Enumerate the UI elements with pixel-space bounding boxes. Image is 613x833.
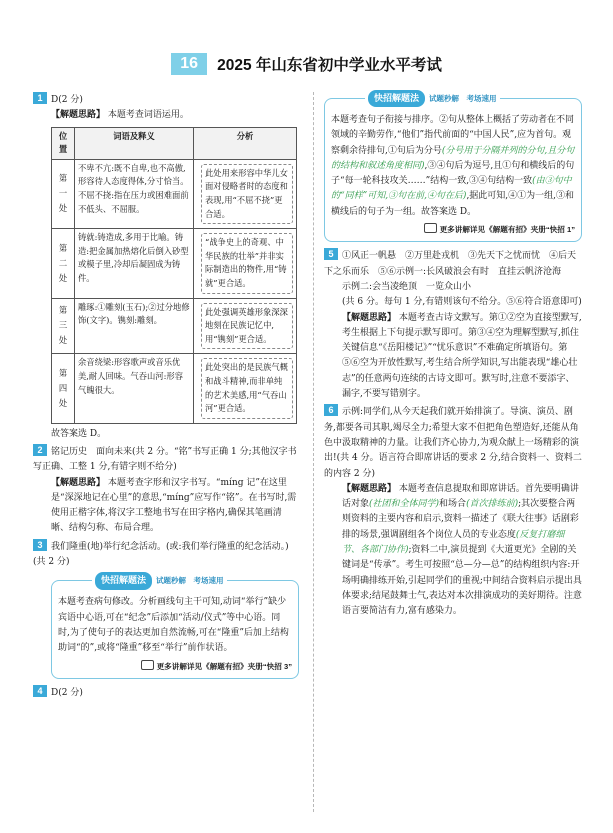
tip-subtitle: 试题秒解 考场速用 [156,576,224,586]
q6-answer: 示例:同学们,从今天起我们就开始排演了。导演、演员、剧务,都要各司其职,竭尽全力;希望大家不但把角色塑造好,还能从角色中汲取精神的力量。让我们齐心协力,为观众献上一场精彩的演出!(共 4 分。语言符合即席讲话的要求 2 分,结合资料一、资料二的内容 2 分) [324,407,582,479]
column-divider [313,92,314,812]
analysis-cell [194,229,297,298]
q1-idea-label: 【解题思路】 [51,110,106,121]
table-header-cell: 位置 [52,127,75,159]
question-3 [33,539,299,679]
q4-answer: D(2 分) [51,687,83,698]
question-number-badge: 6 [324,404,338,416]
q5-idea-label: 【解题思路】 [342,312,397,323]
tip-text: 本题考查病句修改。分析画线句主干可知,动词“举行”缺少宾语中心语,可在“纪念”后添加“活动/仪式”等中心语。同时,为了使句子的表达更加自然流畅,可在“隆重”后加上结构助词“的”,或将“隆重”移至“举行”前作状语。 [58,597,289,654]
analysis-box: “战争史上的奇观、中华民族的壮举”并非实际制造出的物件,用“铸就”更合适。 [201,233,293,293]
q6-idea-label: 【解题思路】 [342,483,397,494]
q1-idea-text: 本题考查词语运用。 [107,110,189,121]
q2-idea-label: 【解题思路】 [51,477,106,488]
question-4 [33,685,299,701]
tip-label: 快招解题法 [95,572,152,589]
analysis-box: 此处强调英雄形象深深地刻在民族记忆中,用“镌刻”更合适。 [201,303,293,350]
green-note: (由③句中的“同样”可知,③句在前,④句在后) [331,176,572,202]
q1-conclusion: 故答案选 D。 [51,428,107,439]
tip-footer: 更多讲解详见《解题有招》夹册“快招 1” [331,222,575,237]
tip-tag [92,572,227,589]
meaning-cell: 雕琢:①雕刻(玉石);②过分地修饰(文字)。镌刻:雕刻。 [75,298,194,354]
green-note: (反复打磨细节、各部门协作) [342,529,565,556]
analysis-box: 此处突出的是民族气概和战斗精神,而非单纯的艺术美感,用“气吞山河”更合适。 [201,358,293,418]
tip-footer: 更多讲解详见《解题有招》夹册“快招 3” [58,659,292,674]
position-cell: 第 一 处 [52,159,75,228]
tip-label: 快招解题法 [368,90,425,107]
pointing-hand-icon [424,223,437,233]
pointing-hand-icon [141,660,154,670]
page-number-badge: 16 [171,53,207,75]
word-analysis-table [51,127,297,424]
left-column [33,92,299,701]
q2-idea-text: 本题考查字形和汉字书写。“míng 记”在这里是“深深地记在心里”的意思,“míng”应写作“铭”。在书写时,需使用正楷字体,将汉字工整地书写在田字格内,确保其笔画清晰、结构匀称、布局合理。 [51,477,297,534]
analysis-cell [194,159,297,228]
question-number-badge: 5 [324,248,338,260]
tip-tag [365,90,500,107]
green-note: (首次排练前) [466,499,519,510]
question-6: 6 示例:同学们,从今天起我们就开始排演了。导演、演员、剧务,都要各司其职,竭尽全力;希望大家不但把角色塑造好,还能从角色中汲取精神的力量。让我们齐心协力,为观众献上一场精彩的演出!(共 4 分。语言符合即席讲话的要求 2 分,结合资料一、资料二的内容 2 分) 【解题思路】 本题考查信息提取和即席讲话。首先要明确讲话对象(社团和全体同学)和场合(首次排练前);其次要整合两则资料的主要内容和启示,资料一描述了《联大往事》话剧彩排的场景,强调剧组各个岗位人员的专业态度(反复打磨细节、各部门协作);资料二中,演员提到《大道更光》全剧的关键词是“传承”。考生可按照“总—分—总”的结构组织内容:开场明确排练开始,引起同学们的重视;中间结合资料启示提出具体要求;结尾鼓舞士气,表达对本次排演成功的美好期待。注意语言要简洁有力,富有感染力。 [324,405,582,617]
analysis-box: 此处用来形容中华儿女面对侵略者时的态度和表现,用“不屈不挠”更合适。 [201,164,293,224]
position-cell: 第 四 处 [52,354,75,423]
green-note: (分号用于分隔并列的分句,且分句的结构和叙述角度相同) [331,145,575,171]
q5-answer: ①风正一帆悬 ②万里赴戎机 ③先天下之忧而忧 ④后天下之乐而乐 ⑤⑥示例一:长风破浪会有时 直挂云帆济沧海 [324,251,577,277]
question-number-badge: 2 [33,444,47,456]
table-header-cell: 词语及释义 [75,127,194,159]
question-number-badge: 4 [33,685,47,697]
table-row [52,159,297,228]
green-note: (社团和全体同学) [369,499,440,510]
meaning-cell: 不卑不亢:既不自卑,也不高傲,形容待人态度得体,分寸恰当。不屈不挠:指在压力或困难面前不低头、不屈服。 [75,159,194,228]
quick-tip-box [324,93,582,242]
question-number-badge: 1 [33,92,47,104]
question-5 [324,248,582,402]
question-2 [33,444,299,537]
position-cell: 第 三 处 [52,298,75,354]
question-number-badge: 3 [33,539,47,551]
q2-answer: 铭记历史 面向未来(共 2 分。“铭”书写正确 1 分;其他汉字书写正确、工整 1 分,有错字则不给分) [33,446,297,473]
tip-text: 本题考查句子衔接与排序。②句从整体上概括了劳动者在不同领域的辛勤劳作,“他们”指代前面的“中国人民”,应为首句。观察剩余待排句,①句后为分号(分号用于分隔并列的分句,且分句的结构和叙述角度相同),③④句后为逗号,且①句和横线后的句子“每一轮科技攻关……”结构一致,③④句结构一致(由③句中的“同样”可知,③句在前,④句在后),据此可知,④①为一组,③和横线后的句子为一组。故答案选 D。 [331,115,575,217]
table-row [52,354,297,423]
table-header-row [52,127,297,159]
q5-answer-example-2: 示例二:会当凌绝顶 一览众山小 [342,281,472,292]
page-header [0,50,613,78]
q1-answer: D(2 分) [51,95,83,105]
analysis-cell [194,354,297,423]
table-row [52,229,297,298]
q5-idea-text: 本题考查古诗文默写。第①②空为直接型默写,考生根据上下句提示默写即可。第③④空为理解型默写,抓住关键信息“《岳阳楼记》”“忧乐意识”不难确定所填语句。第⑤⑥空为开放性默写,考生结合所学知识,写出能表现“雄心壮志”的任意两句连续的古诗文即可。默写时,注意不要添字、漏字,不要写错别字。 [342,312,582,400]
meaning-cell: 铸就:铸造成,多用于比喻。铸造:把金属加热熔化后倒入砂型或模子里,冷却后凝固成为铸件。 [75,229,194,298]
tip-subtitle: 试题秒解 考场速用 [429,94,497,103]
right-column [324,92,582,620]
meaning-cell: 余音绕梁:形容歌声或音乐优美,耐人回味。气吞山河:形容气魄很大。 [75,354,194,423]
q3-answer: 我们隆重(地)举行纪念活动。(或:我们举行隆重的纪念活动。)(共 2 分) [33,541,289,568]
page-title: 2025 年山东省初中学业水平考试 [217,57,442,74]
quick-tip-box [51,575,299,678]
q5-score: (共 6 分。每句 1 分,有错则该句不给分。⑤⑥符合语意即可) [342,297,582,308]
table-header-cell: 分析 [194,127,297,159]
question-1 [33,92,299,442]
table-row [52,298,297,354]
position-cell: 第 二 处 [52,229,75,298]
analysis-cell [194,298,297,354]
